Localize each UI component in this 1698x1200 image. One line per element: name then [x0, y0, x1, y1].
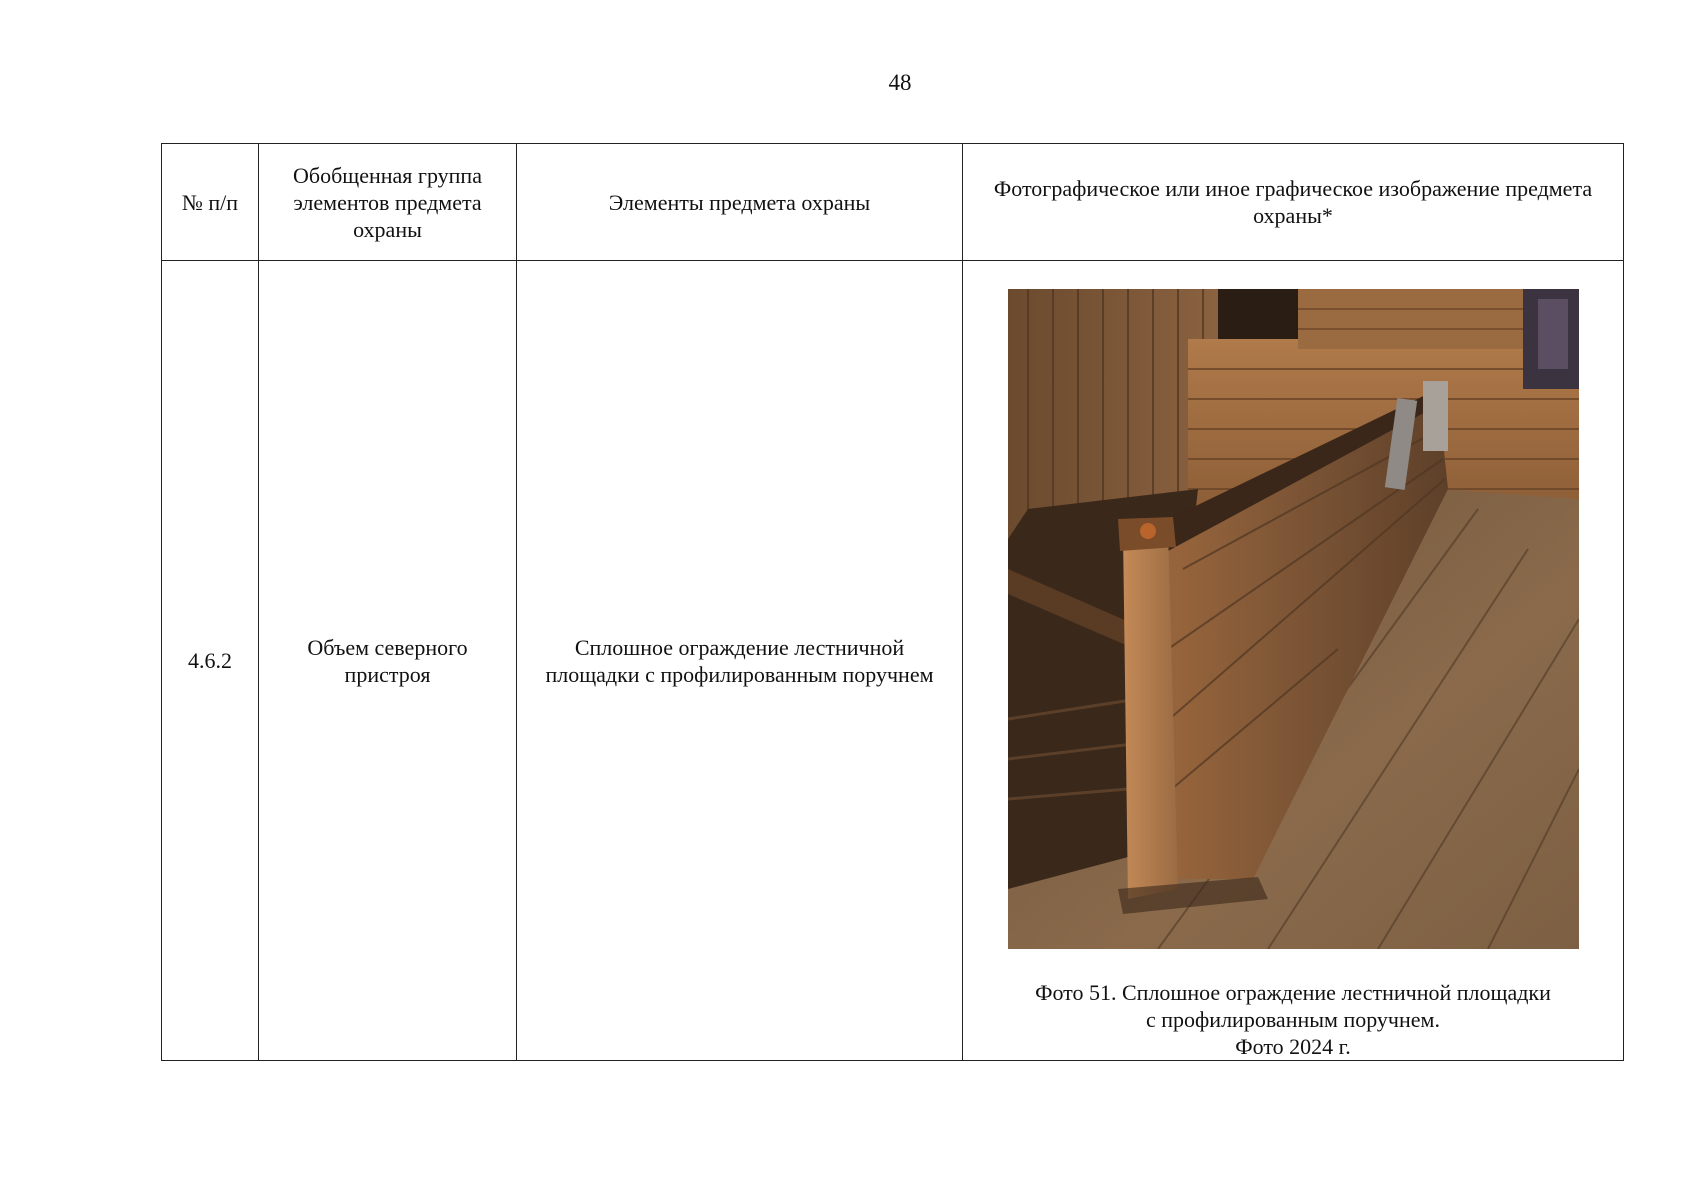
row-elements: Сплошное ограждение лестничной площадки с профилированным поручнем [517, 261, 963, 1061]
header-group: Обобщенная группа элементов предмета охраны [259, 144, 517, 261]
photo-caption [963, 979, 1623, 1060]
row-num: 4.6.2 [162, 261, 259, 1061]
row-photo-cell [963, 261, 1624, 1061]
heritage-elements-table [161, 143, 1624, 1061]
wooden-staircase-railing-photo [1008, 289, 1579, 949]
row-group: Объем северного пристроя [259, 261, 517, 1061]
page-number: 48 [888, 70, 912, 95]
header-num: № п/п [162, 144, 259, 261]
table-header-row [162, 144, 1624, 261]
photo-caption-line-2: с профилированным поручнем. [1146, 1007, 1440, 1032]
photo-caption-line-3: Фото 2024 г. [1235, 1034, 1351, 1059]
photo-caption-line-1: Фото 51. Сплошное ограждение лестничной площадки [1035, 980, 1551, 1005]
header-image: Фотографическое или иное графическое изображение предмета охраны* [963, 144, 1624, 261]
header-elements: Элементы предмета охраны [517, 144, 963, 261]
table-row [162, 261, 1624, 1061]
